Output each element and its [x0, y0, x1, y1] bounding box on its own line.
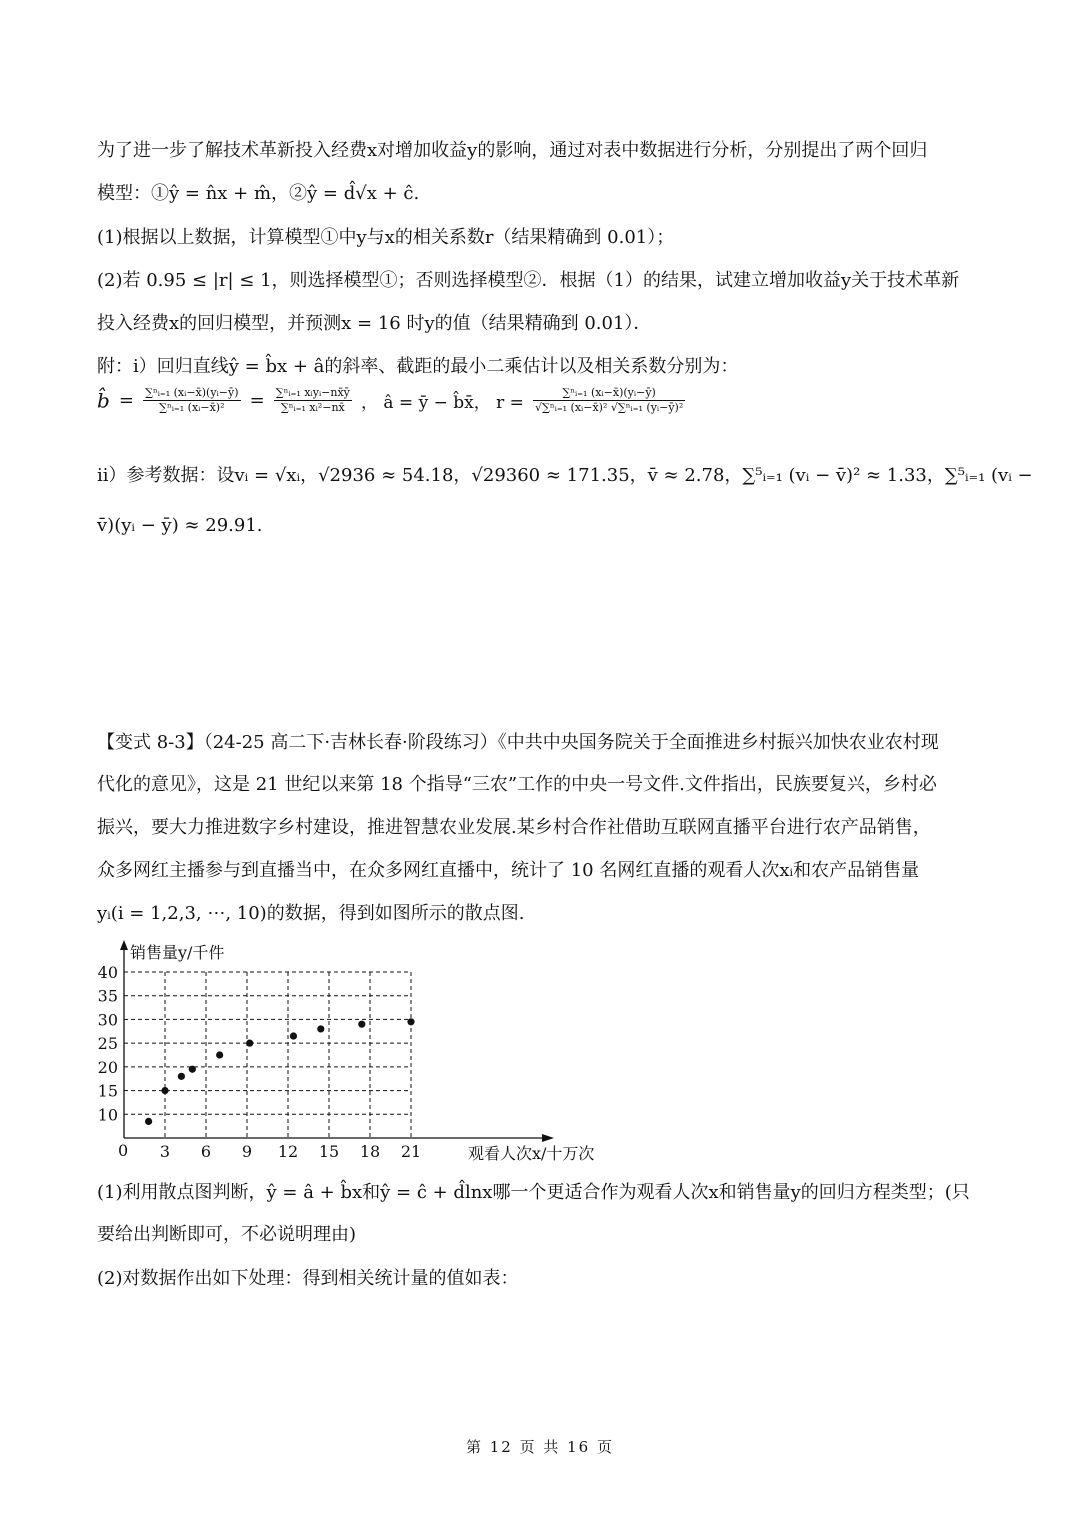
y-tick-label: 35	[97, 986, 118, 1006]
fraction-2	[274, 386, 352, 415]
y-tick-label: 30	[97, 1010, 118, 1030]
paragraph-line: (2)对数据作出如下处理：得到相关统计量的值如表：	[97, 1268, 519, 1289]
paragraph-line: 振兴，要大力推进数字乡村建设，推进智慧农业发展.某乡村合作社借助互联网直播平台进行农产品销售，	[97, 817, 931, 838]
fraction-3	[533, 386, 685, 415]
paragraph-line: 为了进一步了解技术革新投入经费x对增加收益y的影响，通过对表中数据进行分析，分别提出了两个回归	[97, 140, 928, 161]
data-point	[407, 1018, 414, 1025]
paragraph-line: 众多网红主播参与到直播当中，在众多网红直播中，统计了 10 名网红直播的观看人次xᵢ和农产品销售量	[97, 860, 920, 881]
x-tick-label: 18	[359, 1142, 381, 1161]
paragraph-line: 要给出判断即可，不必说明理由)	[97, 1224, 357, 1245]
b-hat-symbol: b̂	[97, 388, 110, 413]
y-tick-label: 20	[97, 1057, 118, 1077]
y-axis-label: 销售量y/千件	[130, 943, 225, 962]
x-tick-label: 15	[318, 1142, 340, 1161]
data-point	[246, 1040, 253, 1047]
equals-sign: =	[249, 390, 265, 411]
fraction-3-numerator: ∑ⁿᵢ₌₁ (xᵢ−x̄)(yᵢ−ȳ)	[533, 386, 685, 401]
paragraph-line: 代化的意见》，这是 21 世纪以来第 18 个指导“三农”工作的中央一号文件.文件指出，民族要复兴，乡村必	[97, 774, 937, 795]
y-tick-label: 25	[97, 1034, 118, 1054]
fraction-2-numerator: ∑ⁿᵢ₌₁ xᵢyᵢ−nx̄ȳ	[275, 386, 350, 399]
fraction-2-denominator: ∑ⁿᵢ₌₁ xᵢ²−nx̄	[280, 401, 345, 414]
x-tick-label: 9	[241, 1142, 253, 1161]
data-point	[178, 1073, 185, 1080]
x-tick-label: 6	[200, 1142, 212, 1161]
y-axis-arrow	[120, 940, 128, 950]
paragraph-line: 【变式 8-3】（24-25 高二下·吉林长春·阶段练习）《中共中央国务院关于全面推进乡村振兴加快农业农村现	[97, 732, 939, 753]
data-point	[189, 1066, 196, 1073]
regression-formula	[97, 386, 717, 442]
fraction-1-denominator: ∑ⁿᵢ₌₁ (xᵢ−x̄)²	[159, 401, 225, 414]
paragraph-line: 模型：①ŷ = n̂x + m̂，②ŷ = d̂√x + ĉ.	[97, 183, 420, 204]
x-axis-label: 观看人次x/十万次	[468, 1144, 595, 1163]
data-point	[317, 1025, 324, 1032]
paragraph-line: (2)若 0.95 ≤ |r| ≤ 1，则选择模型①；否则选择模型②．根据（1）的结果，试建立增加收益y关于技术革新	[97, 270, 960, 291]
ticks-layer	[98, 963, 422, 1161]
x-tick-label: 3	[159, 1142, 171, 1161]
x-axis-arrow	[542, 1134, 554, 1142]
fraction-1	[143, 386, 240, 415]
fraction-3-denominator: √∑ⁿᵢ₌₁ (xᵢ−x̄)² √∑ⁿᵢ₌₁ (yᵢ−ȳ)²	[534, 401, 684, 414]
points-layer	[145, 1018, 415, 1125]
data-point	[145, 1118, 152, 1125]
y-tick-label: 10	[97, 1105, 118, 1125]
x-tick-label: 21	[400, 1142, 422, 1161]
data-point	[290, 1032, 297, 1039]
data-point	[161, 1087, 168, 1094]
fraction-1-numerator: ∑ⁿᵢ₌₁ (xᵢ−x̄)(yᵢ−ȳ)	[145, 386, 239, 399]
paragraph-line: (1)根据以上数据，计算模型①中y与x的相关系数r（结果精确到 0.01）；	[97, 227, 675, 248]
grid-layer	[124, 972, 411, 1138]
y-tick-label: 40	[97, 963, 118, 982]
paragraph-line: (1)利用散点图判断，ŷ = â + b̂x和ŷ = ĉ + d̂lnx哪一个更适合作为观看人次x和销售量y的回归方程类型；(只	[97, 1182, 970, 1203]
equals-sign: =	[118, 390, 134, 411]
paragraph-line: ii）参考数据：设vᵢ = √xᵢ，√2936 ≈ 54.18，√29360 ≈ 171.35，v̄ ≈ 2.78，∑⁵ᵢ₌₁ (vᵢ − v̄)² ≈ 1.33，∑⁵ᵢ₌₁ (vᵢ −	[97, 465, 1033, 486]
page-footer: 第 12 页 共 16 页	[465, 1438, 614, 1456]
paragraph-line: yᵢ(i = 1,2,3, ⋯, 10)的数据，得到如图所示的散点图.	[97, 903, 525, 924]
y-tick-label: 15	[97, 1081, 118, 1101]
paragraph-line: 附：i）回归直线ŷ = b̂x + â的斜率、截距的最小二乘估计以及相关系数分别为：	[97, 356, 739, 377]
origin-label: 0	[118, 1141, 129, 1160]
axes-layer	[120, 940, 554, 1142]
paragraph-line: 投入经费x的回归模型，并预测x = 16 时y的值（结果精确到 0.01）．	[97, 313, 652, 334]
data-point	[358, 1021, 365, 1028]
data-point	[216, 1051, 223, 1058]
scatter-chart	[88, 936, 628, 1168]
x-tick-label: 12	[277, 1142, 299, 1161]
intercept-and-r: ， â = ȳ − b̂x̄， r =	[360, 393, 524, 413]
paragraph-line: v̄)(yᵢ − ȳ) ≈ 29.91.	[97, 515, 263, 536]
